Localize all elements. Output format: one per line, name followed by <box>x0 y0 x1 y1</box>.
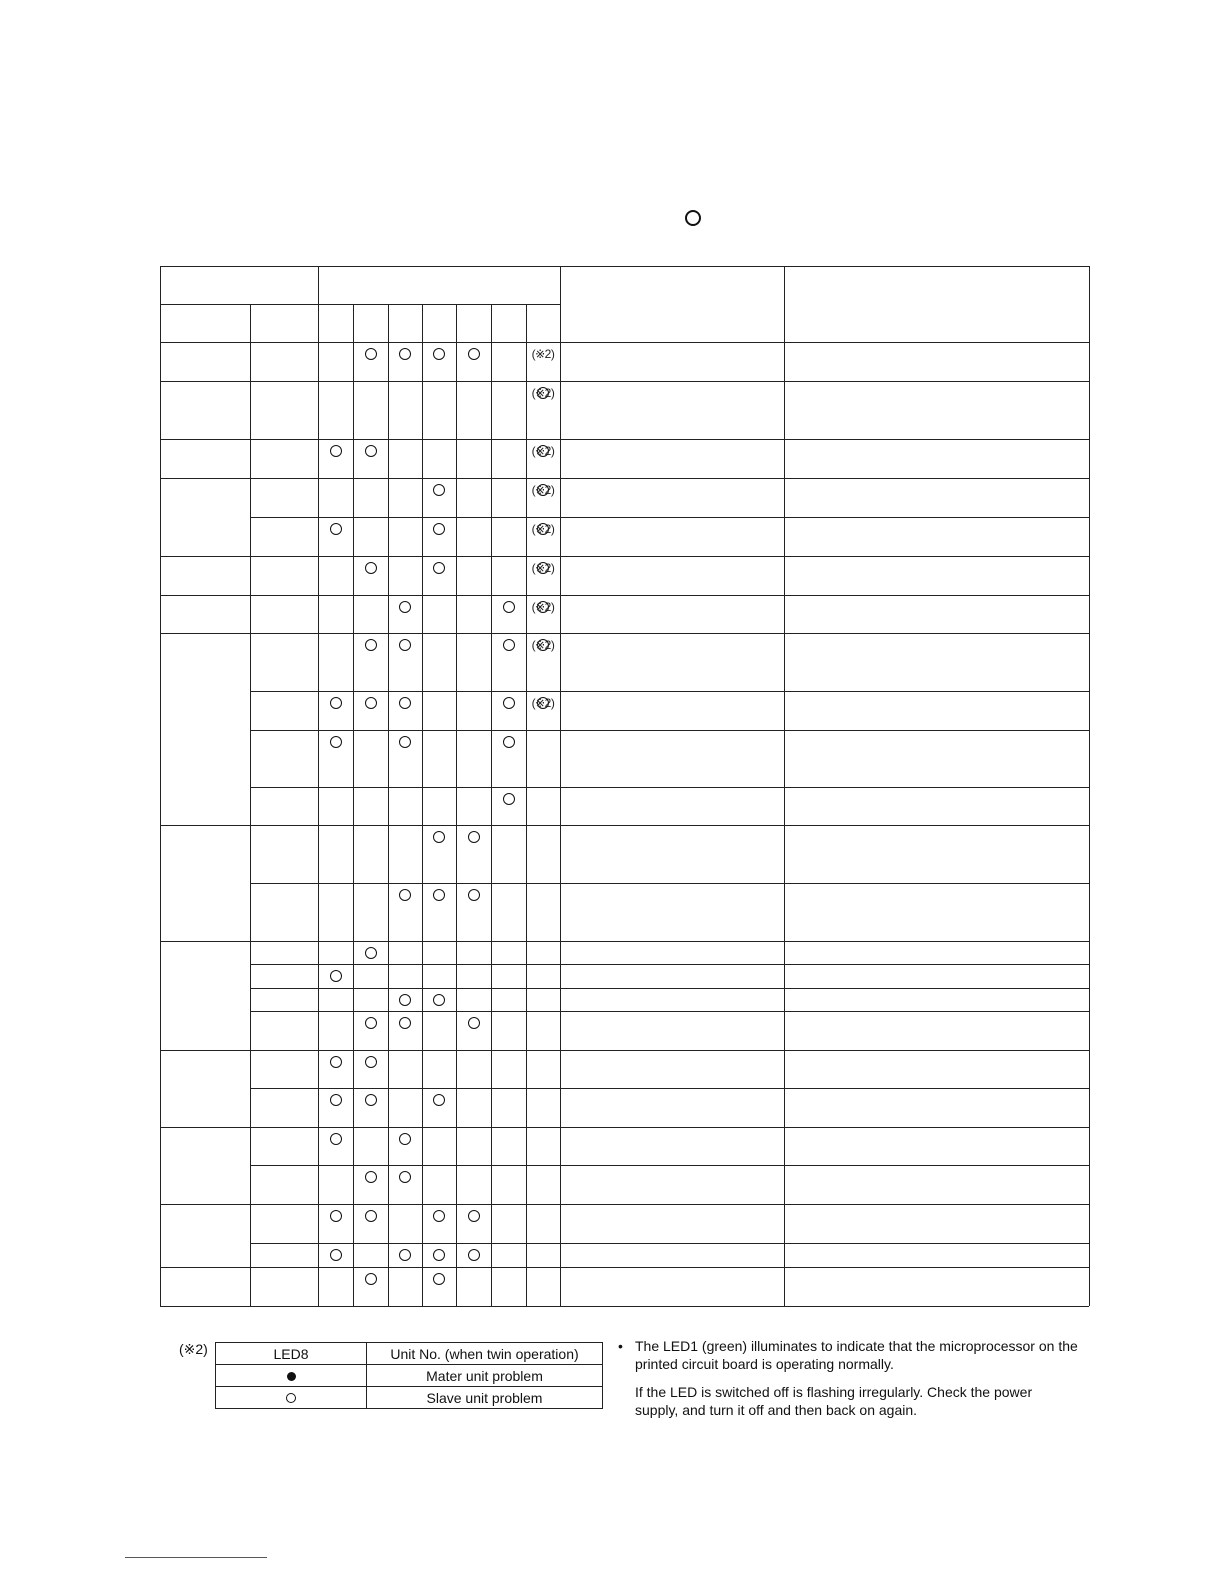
table-rule <box>250 517 1089 518</box>
table-rule <box>160 381 1089 382</box>
led-on-circle-icon <box>468 889 480 901</box>
led8-note-ref: (※2) <box>531 522 555 536</box>
table-rule <box>526 304 527 1306</box>
led8-note-ref: (※2) <box>531 483 555 497</box>
led8-note-ref: (※2) <box>531 386 555 400</box>
table-rule <box>250 883 1089 884</box>
filled-circle-icon <box>216 1365 367 1387</box>
notes <box>618 1337 1078 1429</box>
led-on-circle-icon <box>433 1094 445 1106</box>
led-on-circle-icon <box>330 1133 342 1145</box>
note-item <box>635 1383 1078 1419</box>
table-rule <box>160 633 1089 634</box>
table-rule <box>250 304 251 1306</box>
led-on-circle-icon <box>365 697 377 709</box>
table-rule <box>160 1306 1089 1307</box>
table-rule <box>160 595 1089 596</box>
table-rule <box>250 964 1089 965</box>
led-on-circle-icon <box>365 1017 377 1029</box>
table-rule <box>250 1165 1089 1166</box>
led8-note-ref: (※2) <box>531 600 555 614</box>
table-rule <box>560 266 561 1306</box>
table-rule <box>160 1204 1089 1205</box>
table-rule <box>456 304 457 1306</box>
led-on-circle-icon <box>399 994 411 1006</box>
led-on-circle-icon <box>365 445 377 457</box>
table-rule <box>318 266 319 1306</box>
led-on-circle-icon <box>433 562 445 574</box>
led-on-circle-icon <box>365 639 377 651</box>
table-rule <box>160 478 1089 479</box>
led8-note-ref: (※2) <box>531 444 555 458</box>
led-on-circle-icon <box>433 831 445 843</box>
table-rule <box>160 266 161 1306</box>
led-on-circle-icon <box>330 1056 342 1068</box>
led-on-circle-icon <box>330 523 342 535</box>
table-rule <box>250 787 1089 788</box>
led8-note-ref: (※2) <box>531 561 555 575</box>
led-on-circle-icon <box>399 1249 411 1261</box>
led-on-circle-icon <box>330 445 342 457</box>
table-rule <box>784 266 785 1306</box>
led-on-circle-icon <box>503 736 515 748</box>
led-on-circle-icon <box>365 348 377 360</box>
footnote-table <box>215 1342 603 1409</box>
led8-note-ref: (※2) <box>531 696 555 710</box>
led-on-circle-icon <box>399 889 411 901</box>
led-on-circle-icon <box>399 348 411 360</box>
table-rule <box>160 439 1089 440</box>
led-on-circle-icon <box>330 1249 342 1261</box>
led-on-circle-icon <box>365 1171 377 1183</box>
footnote-header-row <box>216 1343 603 1365</box>
led-on-circle-icon <box>399 1017 411 1029</box>
led-on-circle-icon <box>468 348 480 360</box>
note-text: The LED1 (green) illuminates to indicate that the microprocessor on the printed circuit board is operating normally. <box>635 1338 1078 1372</box>
led-on-circle-icon <box>433 484 445 496</box>
led-on-circle-icon <box>468 1017 480 1029</box>
led-on-circle-icon <box>468 1249 480 1261</box>
footnote-header-led8: LED8 <box>216 1343 367 1365</box>
table-rule <box>160 941 1089 942</box>
led8-note-ref: (※2) <box>531 638 555 652</box>
led8-note-ref: (※2) <box>531 347 555 361</box>
led-on-circle-icon <box>330 1210 342 1222</box>
led-on-circle-icon <box>365 562 377 574</box>
table-rule <box>250 1011 1089 1012</box>
led-on-circle-icon <box>330 970 342 982</box>
led-on-circle-icon <box>433 1273 445 1285</box>
table-rule <box>160 304 560 305</box>
footnote-row <box>216 1387 603 1409</box>
table-rule <box>160 266 1089 267</box>
led-on-circle-icon <box>399 601 411 613</box>
table-rule <box>250 1243 1089 1244</box>
led-on-circle-icon <box>365 1094 377 1106</box>
table-rule <box>422 304 423 1306</box>
led-on-circle-icon <box>330 697 342 709</box>
led-on-circle-icon <box>365 1273 377 1285</box>
led-on-circle-icon <box>433 889 445 901</box>
table-rule <box>353 304 354 1306</box>
footnote-header-unit: Unit No. (when twin operation) <box>367 1343 603 1365</box>
table-rule <box>160 825 1089 826</box>
led-on-circle-icon <box>503 697 515 709</box>
led-on-circle-icon <box>330 1094 342 1106</box>
table-rule <box>160 1127 1089 1128</box>
led-on-circle-icon <box>365 1210 377 1222</box>
footnote-row-text: Mater unit problem <box>367 1365 603 1387</box>
table-rule <box>160 1267 1089 1268</box>
led-on-circle-icon <box>399 736 411 748</box>
table-rule <box>250 691 1089 692</box>
bullet-icon: • <box>618 1338 623 1354</box>
led-on-circle-icon <box>433 348 445 360</box>
footer-link-line <box>125 1557 267 1558</box>
note-text: If the LED is switched off is flashing irregularly. Check the power supply, and turn it off and then back on again. <box>635 1384 1033 1418</box>
led-on-circle-icon <box>365 1056 377 1068</box>
led-on-circle-icon <box>503 793 515 805</box>
led-on-circle-icon <box>433 523 445 535</box>
led-on-circle-icon <box>433 994 445 1006</box>
table-rule <box>160 342 1089 343</box>
led-on-circle-icon <box>399 639 411 651</box>
open-circle-icon <box>216 1387 367 1409</box>
note-item <box>618 1337 1078 1373</box>
led-on-circle-icon <box>330 736 342 748</box>
led-on-circle-icon <box>399 697 411 709</box>
led-on-circle-icon <box>503 639 515 651</box>
led-on-circle-icon <box>468 1210 480 1222</box>
table-rule <box>491 304 492 1306</box>
table-rule <box>250 1088 1089 1089</box>
led-on-circle-icon <box>399 1133 411 1145</box>
table-rule <box>1089 266 1090 1306</box>
table-rule <box>160 556 1089 557</box>
footnote-mark: (※2) <box>179 1341 208 1357</box>
led-on-circle-icon <box>365 947 377 959</box>
table-rule <box>250 988 1089 989</box>
footnote-row-text: Slave unit problem <box>367 1387 603 1409</box>
led-on-circle-icon <box>399 1171 411 1183</box>
led-on-circle-icon <box>503 601 515 613</box>
table-rule <box>250 730 1089 731</box>
led-on-circle-icon <box>433 1249 445 1261</box>
table-rule <box>160 1050 1089 1051</box>
table-rule <box>388 304 389 1306</box>
footnote-row <box>216 1365 603 1387</box>
led-on-circle-icon <box>433 1210 445 1222</box>
led-on-circle-icon <box>468 831 480 843</box>
